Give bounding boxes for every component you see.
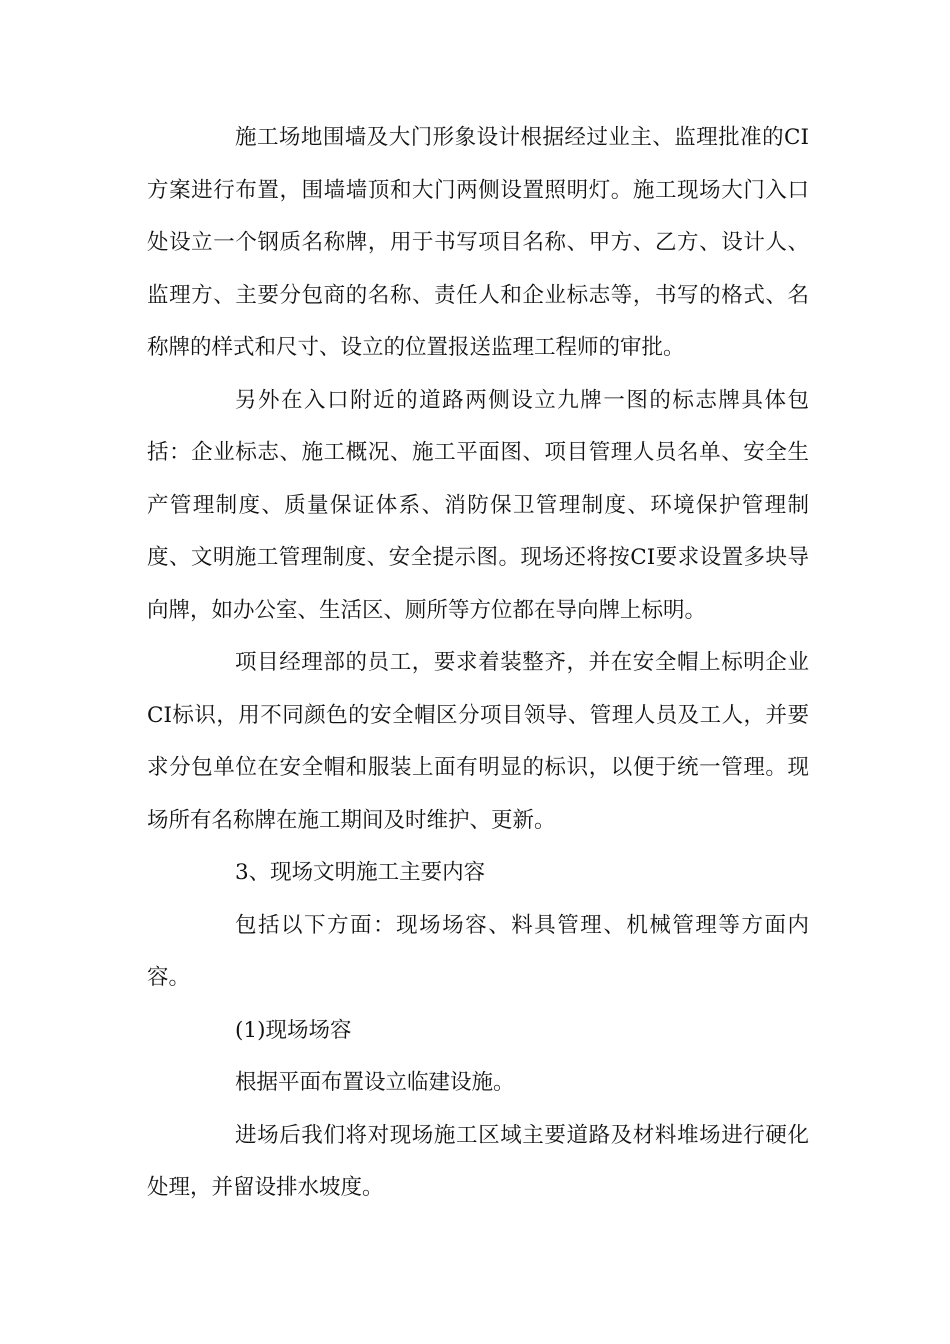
subsection-heading: (1)现场场容 [235,1017,352,1043]
paragraph-temporary-facilities: 根据平面布置设立临建设施。 [235,1070,515,1095]
paragraph-staff-helmets: 项目经理部的员工，要求着装整齐，并在安全帽上标明企业CI标识，用不同颜色的安全帽区分项目领导、管理人员及工人，并要求分包单位在安全帽和服装上面有明显的标识，以便于统一管理。现场所有名称牌在施工期间及时维护、更新。 [147,650,809,833]
document-body [147,112,809,1215]
paragraph-scope: 包括以下方面：现场场容、料具管理、机械管理等方面内容。 [147,912,809,990]
paragraph-road-hardening: 进场后我们将对现场施工区域主要道路及材料堆场进行硬化处理，并留设排水坡度。 [147,1122,809,1200]
paragraph-signboards: 另外在入口附近的道路两侧设立九牌一图的标志牌具体包括：企业标志、施工概况、施工平面图、项目管理人员名单、安全生产管理制度、质量保证体系、消防保卫管理制度、环境保护管理制度、文明施工管理制度、安全提示图。现场还将按CI要求设置多块导向牌，如办公室、生活区、厕所等方位都在导向牌上标明。 [147,387,809,623]
section-heading: 3、现场文明施工主要内容 [235,860,486,885]
paragraph-ci-gate-design: 施工场地围墙及大门形象设计根据经过业主、监理批准的CI方案进行布置，围墙墙顶和大门两侧设置照明灯。施工现场大门入口处设立一个钢质名称牌，用于书写项目名称、甲方、乙方、设计人、监理方、主要分包商的名称、责任人和企业标志等，书写的格式、名称牌的样式和尺寸、设立的位置报送监理工程师的审批。 [147,125,809,360]
